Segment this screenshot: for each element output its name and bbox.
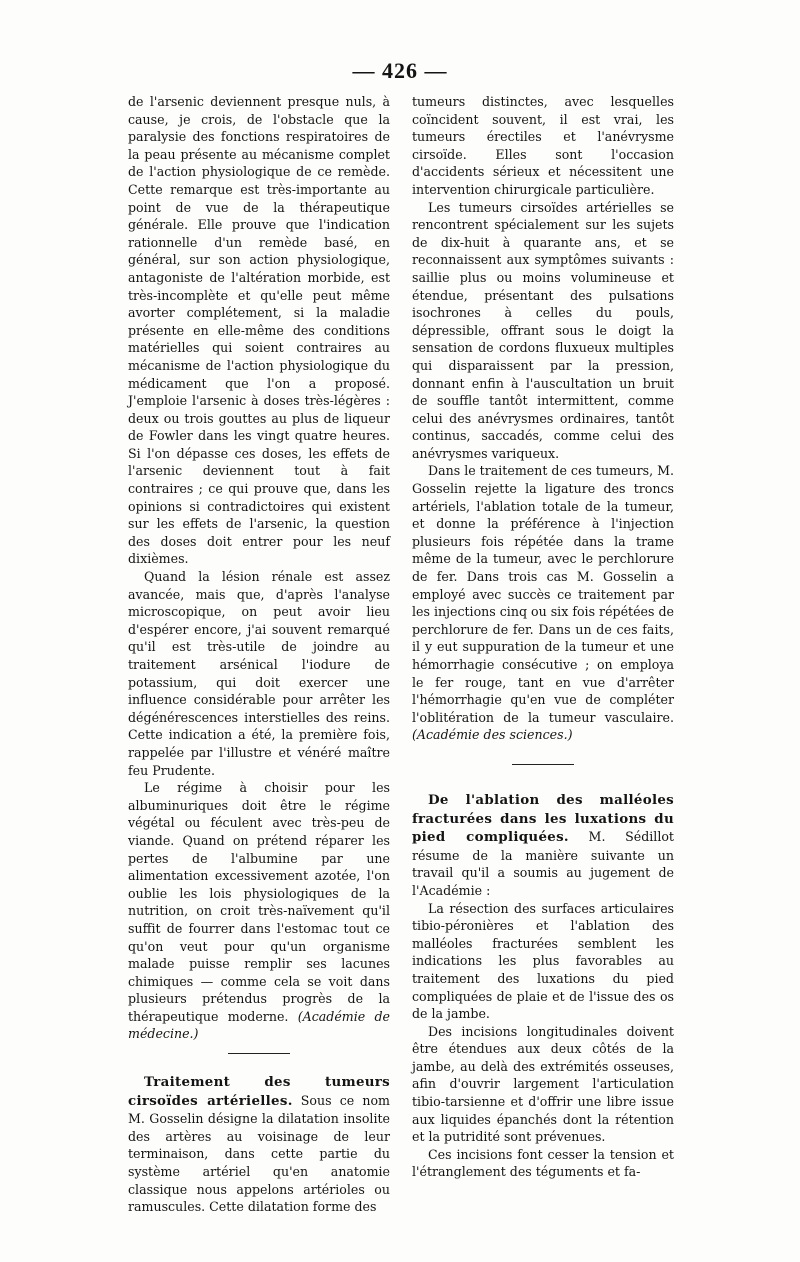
right-column (412, 93, 674, 1181)
section-divider (228, 1053, 290, 1054)
paragraph: Les tumeurs cirsoïdes artérielles se rencontrent spécialement sur les sujets de dix-huit à quarante ans, et se reconnaissent aux symptômes suivants : saillie plus ou moins volumineuse et étendue, présentant des pulsations isochrones à celles du pouls, dépressible, offrant sous le doigt la sensation de cordons fluxueux multiples qui disparaissent par la pression, donnant enfin à l'auscultation un bruit de souffle tantôt intermittent, comme celui des anévrysmes ordinaires, tantôt continus, saccadés, comme celui des anévrysmes variqueux. (412, 199, 674, 461)
page-number: — 426 — (352, 58, 448, 83)
paragraph: de l'arsenic deviennent presque nuls, à cause, je crois, de l'obstacle que la paralysie des fonctions respiratoires de la peau présente au mécanisme complet de l'action physiologique de ce remède. Cette remarque est très-importante au point de vue de la thérapeutique générale. Elle prouve que l'indication rationnelle d'un remède basé, en général, sur son action physiologique, antagoniste de l'altération morbide, est très-incomplète et qu'elle peut même avorter complétement, si la maladie présente en elle-même des conditions matérielles qui soient contraires au mécanisme de l'action physiologique du médicament que l'on a proposé. J'emploie l'arsenic à doses très-légères : deux ou trois gouttes au plus de liqueur de Fowler dans les vingt quatre heures. Si l'on dépasse ces doses, les effets de l'arsenic deviennent tout à fait contraires ; ce qui prouve que, dans les opinions si contradictoires qui existent sur les effets de l'arsenic, la question des doses doit entrer pour les neuf dixièmes. (128, 94, 390, 567)
source-citation: (Académie de médecine.) (128, 1008, 390, 1042)
paragraph-text: Dans le traitement de ces tumeurs, M. Gosselin rejette la ligature des troncs artériels, l'ablation totale de la tumeur, et donne la préférence à l'injection plusieurs fois répétée dans la trame même de la tumeur, avec le perchlorure de fer. Dans trois cas M. Gosselin a employé avec succès ce traitement par les injections cinq ou six fois répétées de perchlorure de fer. Dans un de ces faits, il y eut suppuration de la tumeur et une hémorrhagie consécutive ; on employa le fer rouge, tant en vue d'arrêter l'hémorrhagie qu'en vue de compléter l'oblitération de la tumeur vasculaire. (412, 463, 674, 725)
section-heading: De l'ablation des malléoles fracturées dans les luxations du pied compliquées. (412, 791, 674, 846)
section-divider (512, 764, 574, 765)
paragraph: Quand la lésion rénale est assez avancée, mais que, d'après l'analyse microscopique, on peut avoir lieu d'espérer encore, j'ai souvent remarqué qu'il est très-utile de joindre au traitement arsénical l'iodure de potassium, qui doit exercer une influence considérable pour arrêter les dégénérescences interstielles des reins. Cette indication a été, la première fois, rappelée par l'illustre et vénéré maître feu Prudente. (128, 569, 390, 778)
section (412, 791, 674, 900)
section (128, 1073, 390, 1216)
left-column (128, 93, 390, 1216)
section-heading: Traitement des tumeurs cirsoïdes artérielles. (128, 1074, 390, 1109)
paragraph: La résection des surfaces articulaires tibio-péronières et l'ablation des malléoles fracturées semblent les indications les plus favorables au traitement des luxations du pied compliquées de plaie et de l'issue des os de la jambe. (412, 900, 674, 1022)
paragraph-text: Le régime à choisir pour les albuminuriques doit être le régime végétal ou féculent avec très-peu de viande. Quand on prétend réparer les pertes de l'albumine par une alimentation excessivement azotée, l'on oublie les lois physiologiques de la nutrition, on croit très-naïvement qu'il suffit de fourrer dans l'estomac tout ce qu'on veut pour qu'un organisme malade puisse remplir ses lacunes chimiques — comme cela se voit dans plusieurs prétendus progrès de la thérapeutique moderne. (128, 780, 390, 1024)
paragraph (412, 462, 674, 744)
paragraph: Des incisions longitudinales doivent être étendues aux deux côtés de la jambe, au delà des extrémités osseuses, afin d'ouvrir largement l'articulation tibio-tarsienne et d'offrir une libre issue aux liquides épanchés dont la rétention et la putridité sont prévenues. (412, 1023, 674, 1145)
section-text: Sous ce nom M. Gosselin désigne la dilatation insolite des artères au voisinage de leur terminaison, dans cette partie du système artériel qu'en anatomie classique nous appelons artérioles ou ramuscules. Cette dilatation forme des (128, 1092, 391, 1215)
paragraph: tumeurs distinctes, avec lesquelles coïncident souvent, il est vrai, les tumeurs érectiles et l'anévrysme cirsoïde. Elles sont l'occasion d'accidents sérieux et nécessitent une intervention chirurgicale particulière. (412, 94, 674, 197)
paragraph: Ces incisions font cesser la tension et l'étranglement des téguments et fa- (412, 1146, 674, 1180)
paragraph (128, 779, 390, 1043)
source-citation: (Académie des sciences.) (412, 727, 573, 743)
section-text: M. Sédillot résume de la manière suivante un travail qu'il a soumis au jugement de l'Académie : (412, 829, 674, 898)
